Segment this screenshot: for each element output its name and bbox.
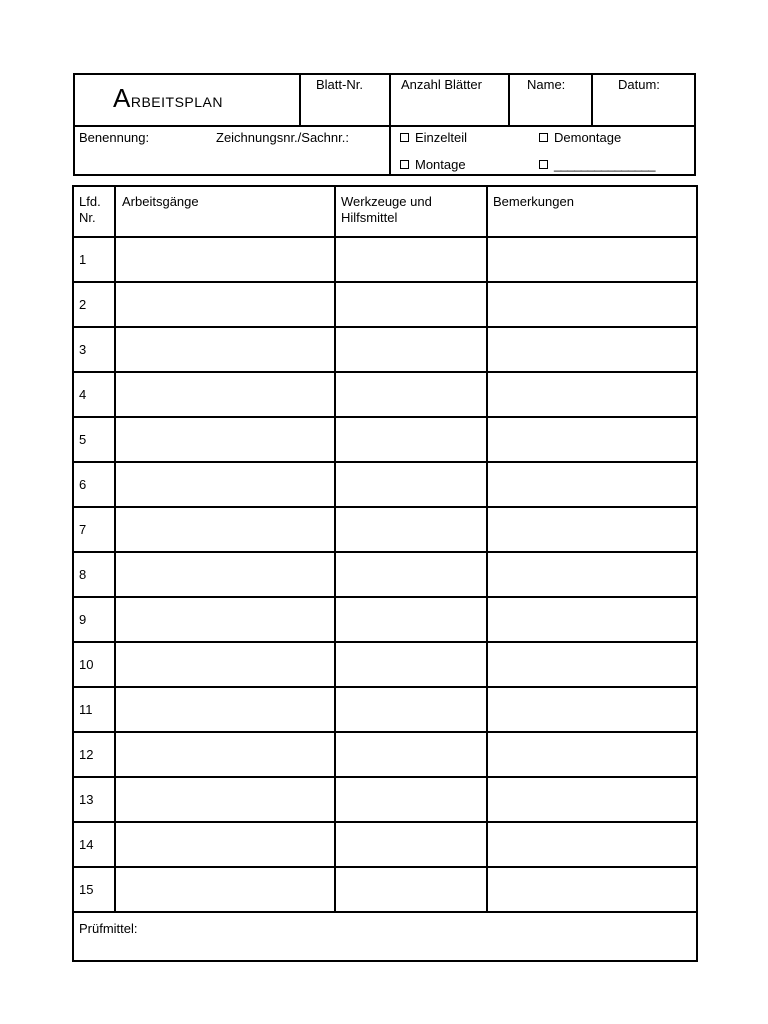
row-number: 5 <box>79 432 87 447</box>
page-title: Arbeitsplan <box>113 83 223 113</box>
bemerkungen-cell[interactable] <box>488 283 696 326</box>
pruefmittel-label: Prüfmittel: <box>79 921 138 936</box>
werkzeuge-cell[interactable] <box>336 553 486 596</box>
col-header-bemerkungen: Bemerkungen <box>493 194 574 209</box>
row-number: 3 <box>79 342 87 357</box>
checkbox-other[interactable] <box>539 160 548 169</box>
arbeitsgang-cell[interactable] <box>116 553 334 596</box>
arbeitsgang-cell[interactable] <box>116 868 334 911</box>
col-header-arbeitsgaenge: Arbeitsgänge <box>122 194 199 209</box>
row-number: 8 <box>79 567 87 582</box>
benennung-label: Benennung: <box>79 130 150 145</box>
row-number: 7 <box>79 522 87 537</box>
werkzeuge-cell[interactable] <box>336 778 486 821</box>
row-number: 2 <box>79 297 87 312</box>
header-block <box>73 73 696 176</box>
row-number: 9 <box>79 612 87 627</box>
bemerkungen-cell[interactable] <box>488 508 696 551</box>
row-number: 14 <box>79 837 94 852</box>
bemerkungen-cell[interactable] <box>488 778 696 821</box>
arbeitsgang-cell[interactable] <box>116 373 334 416</box>
row-number: 15 <box>79 882 94 897</box>
row-number: 4 <box>79 387 87 402</box>
row-number: 13 <box>79 792 94 807</box>
arbeitsgang-cell[interactable] <box>116 688 334 731</box>
datum-label: Datum: <box>618 77 660 92</box>
werkzeuge-cell[interactable] <box>336 868 486 911</box>
arbeitsgang-cell[interactable] <box>116 643 334 686</box>
bemerkungen-cell[interactable] <box>488 868 696 911</box>
bemerkungen-cell[interactable] <box>488 553 696 596</box>
werkzeuge-cell[interactable] <box>336 823 486 866</box>
arbeitsgang-cell[interactable] <box>116 733 334 776</box>
werkzeuge-cell[interactable] <box>336 643 486 686</box>
other-blank-field[interactable]: _______________ <box>554 157 655 172</box>
bemerkungen-cell[interactable] <box>488 463 696 506</box>
bemerkungen-cell[interactable] <box>488 328 696 371</box>
einzelteil-label: Einzelteil <box>415 130 468 145</box>
checkbox-einzelteil[interactable] <box>400 133 409 142</box>
werkzeuge-cell[interactable] <box>336 238 486 281</box>
werkzeuge-cell[interactable] <box>336 418 486 461</box>
bemerkungen-cell[interactable] <box>488 238 696 281</box>
row-number: 10 <box>79 657 94 672</box>
arbeitsgang-cell[interactable] <box>116 598 334 641</box>
col-header-lfd: Lfd. Nr. <box>79 194 101 225</box>
checkbox-montage[interactable] <box>400 160 409 169</box>
arbeitsgang-cell[interactable] <box>116 823 334 866</box>
werkzeuge-cell[interactable] <box>336 328 486 371</box>
werkzeuge-cell[interactable] <box>336 463 486 506</box>
row-number: 6 <box>79 477 87 492</box>
demontage-label: Demontage <box>554 130 622 145</box>
werkzeuge-cell[interactable] <box>336 688 486 731</box>
arbeitsgang-cell[interactable] <box>116 328 334 371</box>
col-header-werkzeuge: Werkzeuge und Hilfsmittel <box>341 194 432 225</box>
checkbox-demontage[interactable] <box>539 133 548 142</box>
montage-label: Montage <box>415 157 466 172</box>
blatt-nr-label: Blatt-Nr. <box>316 77 363 92</box>
bemerkungen-cell[interactable] <box>488 418 696 461</box>
werkzeuge-cell[interactable] <box>336 508 486 551</box>
work-plan-table <box>72 185 698 962</box>
arbeitsgang-cell[interactable] <box>116 463 334 506</box>
zeichnungsnr-label: Zeichnungsnr./Sachnr.: <box>216 130 349 145</box>
bemerkungen-cell[interactable] <box>488 643 696 686</box>
arbeitsgang-cell[interactable] <box>116 238 334 281</box>
bemerkungen-cell[interactable] <box>488 373 696 416</box>
arbeitsgang-cell[interactable] <box>116 418 334 461</box>
row-number: 1 <box>79 252 87 267</box>
werkzeuge-cell[interactable] <box>336 283 486 326</box>
arbeitsgang-cell[interactable] <box>116 508 334 551</box>
name-label: Name: <box>527 77 566 92</box>
bemerkungen-cell[interactable] <box>488 823 696 866</box>
bemerkungen-cell[interactable] <box>488 598 696 641</box>
werkzeuge-cell[interactable] <box>336 733 486 776</box>
werkzeuge-cell[interactable] <box>336 373 486 416</box>
row-number: 11 <box>79 702 93 717</box>
bemerkungen-cell[interactable] <box>488 733 696 776</box>
bemerkungen-cell[interactable] <box>488 688 696 731</box>
werkzeuge-cell[interactable] <box>336 598 486 641</box>
anzahl-blaetter-label: Anzahl Blätter <box>401 77 482 92</box>
arbeitsgang-cell[interactable] <box>116 778 334 821</box>
row-number: 12 <box>79 747 94 762</box>
arbeitsgang-cell[interactable] <box>116 283 334 326</box>
